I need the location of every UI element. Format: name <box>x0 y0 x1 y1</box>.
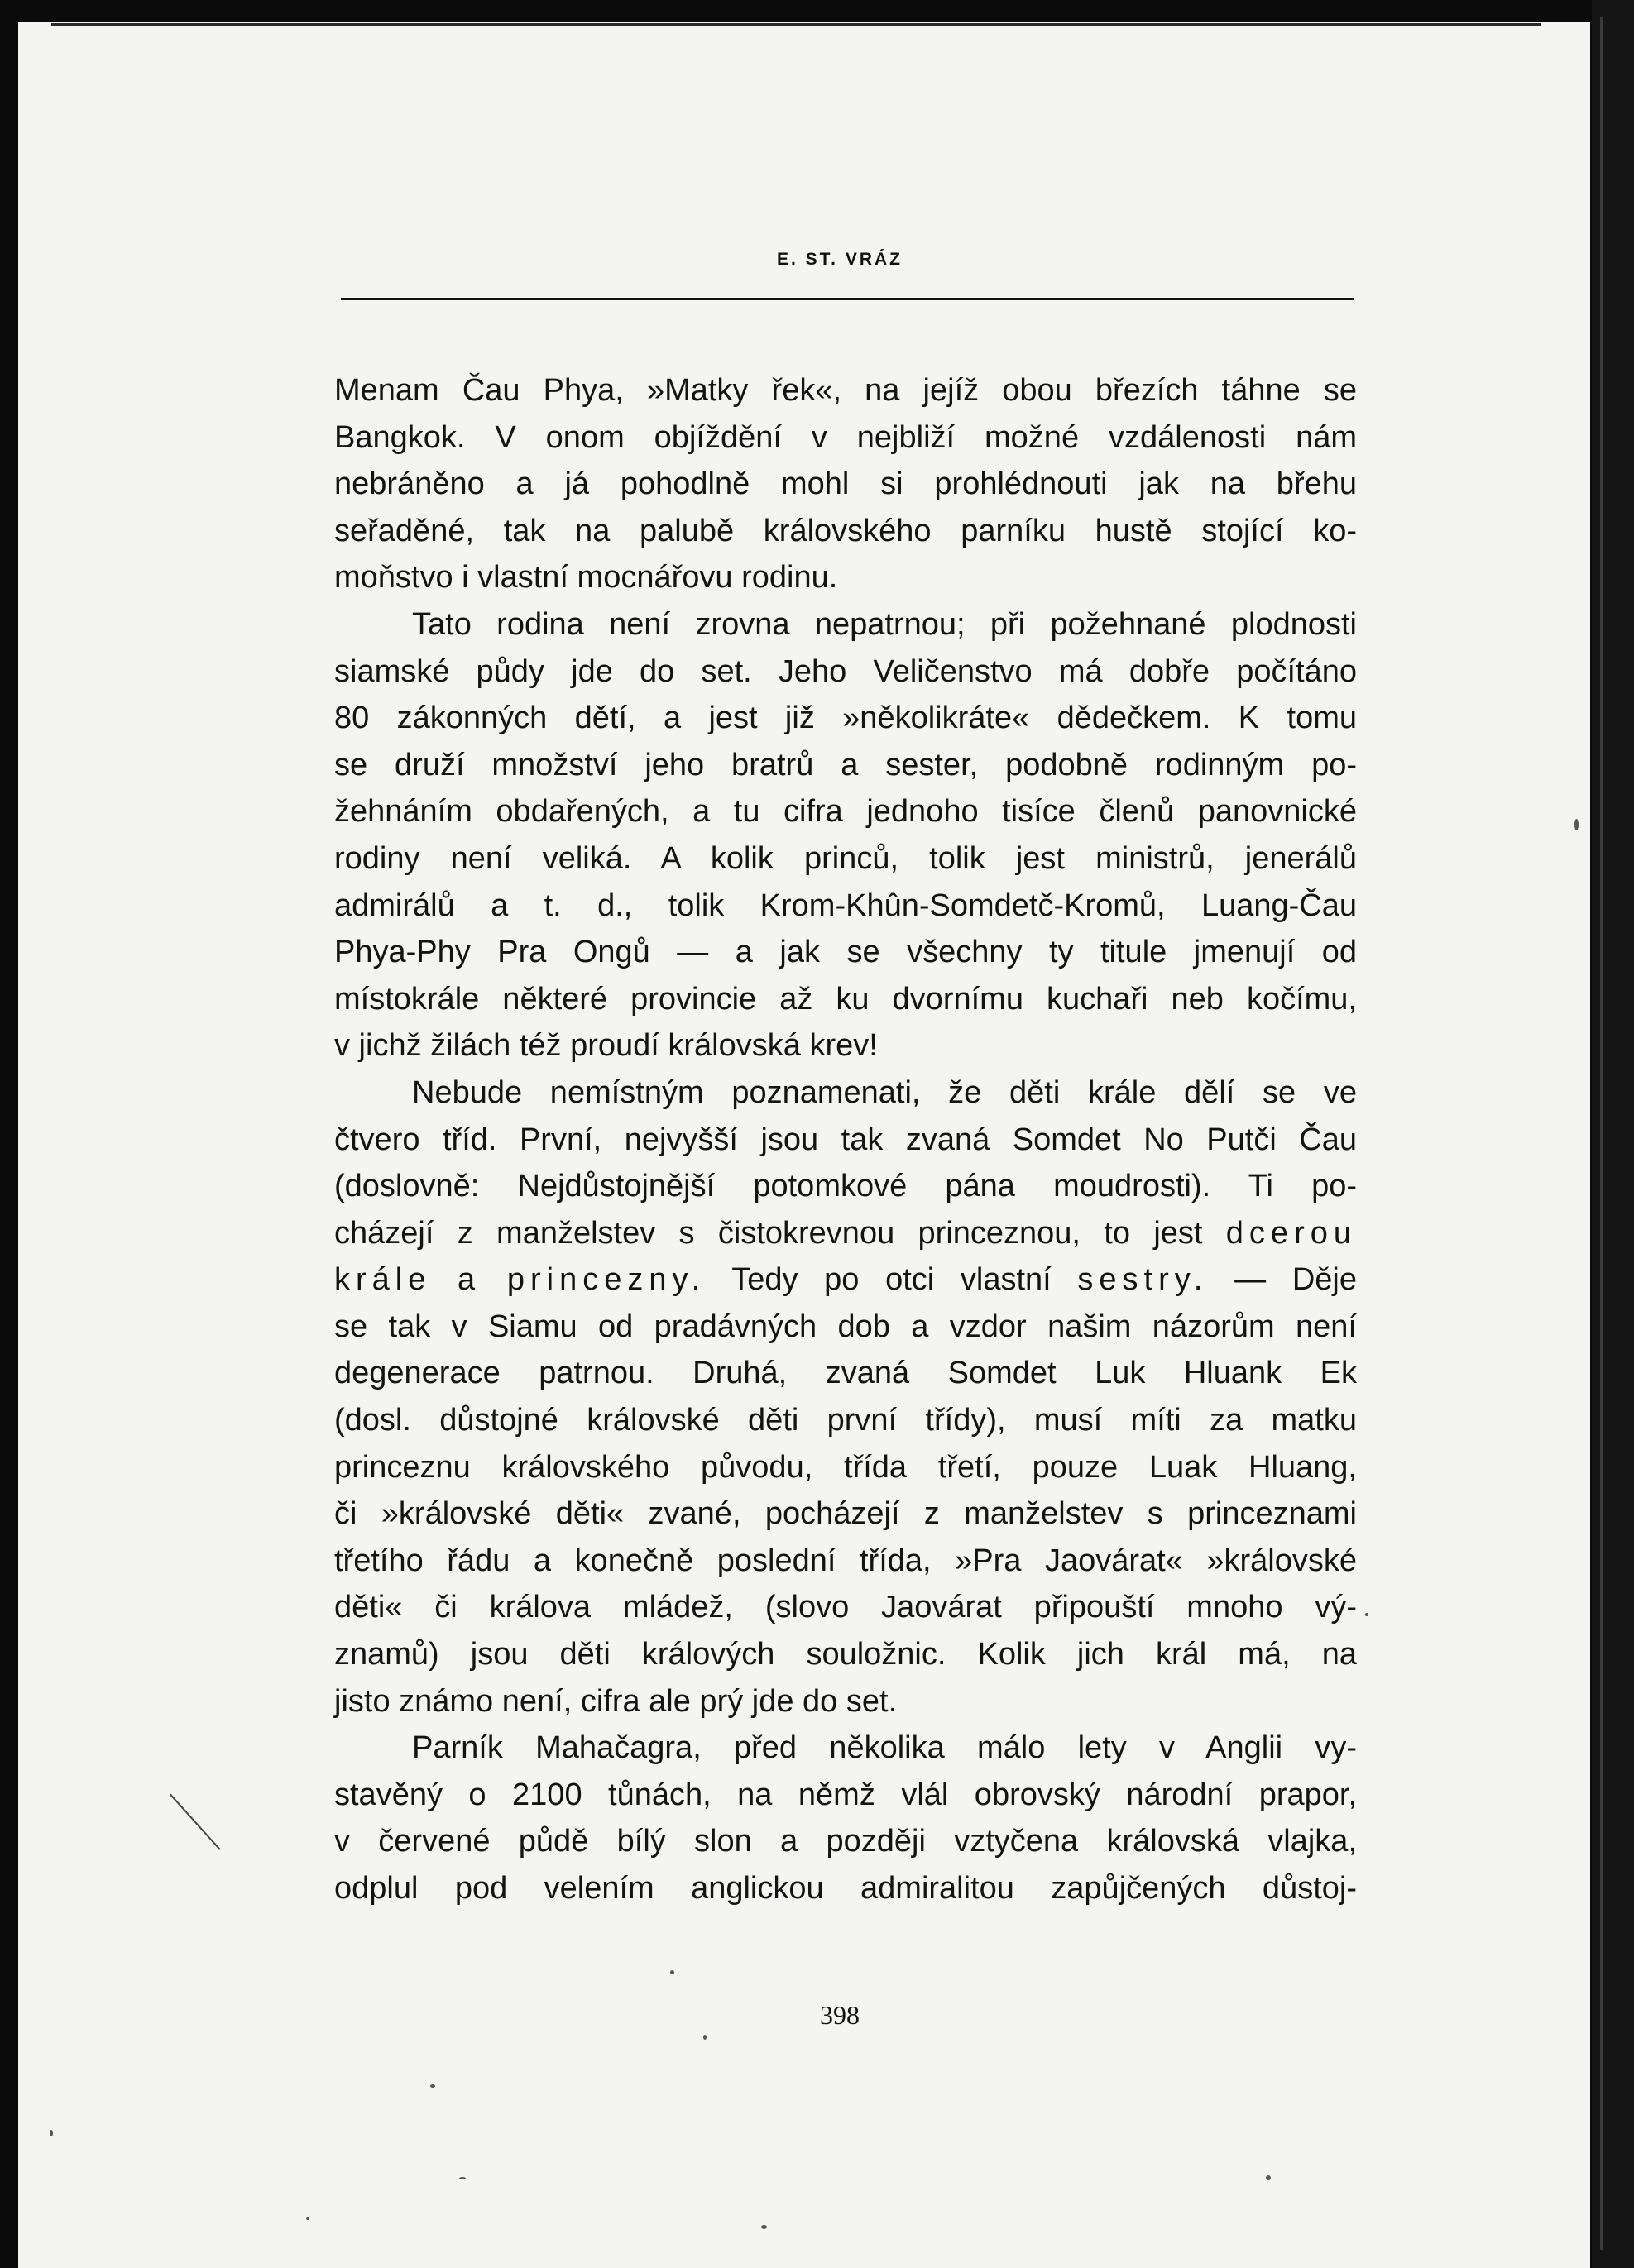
paragraph-2 <box>334 601 1357 1069</box>
header-rule <box>341 298 1354 300</box>
text-line: Bangkok. V onom objíždění v nejbliží možné vzdálenosti nám <box>334 419 1357 455</box>
text-line-mixed <box>334 1256 1357 1304</box>
text-line: jisto známo není, cifra ale prý jde do set. <box>334 1683 898 1719</box>
scan-speck <box>430 2084 435 2088</box>
text-line: místokrále některé provincie až ku dvornímu kuchaři neb kočímu, <box>334 981 1357 1017</box>
text-line: či »královské děti« zvané, pocházejí z manželstev s princeznami <box>334 1496 1357 1532</box>
page-number: 398 <box>820 2000 860 2030</box>
scan-speck <box>1574 819 1579 830</box>
text-line: Menam Čau Phya, »Matky řek«, na jejíž obou březích táhne se <box>334 373 1357 408</box>
spaced-emphasis: krále <box>334 1262 432 1298</box>
spaced-emphasis: dcerou <box>1225 1215 1357 1251</box>
text-line: (dosl. důstojné královské děti první třídy), musí míti za matku <box>334 1403 1357 1438</box>
scan-speck <box>459 2177 466 2179</box>
scan-speck <box>50 2130 53 2136</box>
spaced-emphasis: sestry. <box>1077 1262 1209 1298</box>
text-line: čtvero tříd. První, nejvyšší jsou tak zvaná Somdet No Putči Čau <box>334 1122 1357 1157</box>
scan-border <box>1592 0 1634 2268</box>
spaced-emphasis: princezny. <box>506 1262 707 1298</box>
scan-speck <box>1266 2175 1271 2180</box>
spaced-emphasis: a <box>458 1262 482 1298</box>
scan-speck <box>761 2225 767 2229</box>
text-line: princeznu královského původu, třída třetí, pouze Luak Hluang, <box>334 1449 1357 1485</box>
text-line: znamů) jsou děti králových souložnic. Kolik jich král má, na <box>334 1637 1357 1672</box>
text-fragment: Tedy po otci vlastní <box>731 1262 1052 1298</box>
scan-speck <box>703 2035 707 2040</box>
text-line: degenerace patrnou. Druhá, zvaná Somdet Luk Hluank Ek <box>334 1356 1357 1391</box>
text-line: seřaděné, tak na palubě královského parníku hustě stojící ko- <box>334 513 1357 548</box>
page-top-edge <box>51 23 1541 26</box>
text-line: v červené půdě bílý slon a později vztyčena královská vlajka, <box>334 1824 1357 1859</box>
text-line-mixed <box>334 1210 1357 1257</box>
text-line: odplul pod velením anglickou admiralitou zapůjčených důstoj- <box>334 1871 1357 1906</box>
text-line: (doslovně: Nejdůstojnější potomkové pána moudrosti). Ti po- <box>334 1169 1357 1204</box>
text-line: děti« či králova mládež, (slovo Jaovárat připouští mnoho vý- <box>334 1590 1357 1625</box>
text-line: Tato rodina není zrovna nepatrnou; při požehnané plodnosti <box>412 606 1357 642</box>
text-line: admirálů a t. d., tolik Krom-Khûn-Somdetč-Kromů, Luang-Čau <box>334 888 1357 923</box>
text-line: siamské půdy jde do set. Jeho Veličenstvo má dobře počítáno <box>334 653 1357 689</box>
running-head: E. ST. VRÁZ <box>776 250 903 269</box>
text-fragment: — Děje <box>1234 1262 1357 1298</box>
text-fragment: cházejí z manželstev s čistokrevnou princeznou, to jest <box>334 1215 1203 1251</box>
text-line: moňstvo i vlastní mocnářovu rodinu. <box>334 560 838 596</box>
paragraph-1 <box>334 367 1357 601</box>
text-line: stavěný o 2100 tůnách, na němž vlál obrovský národní prapor, <box>334 1777 1357 1812</box>
text-line: Phya-Phy Pra Ongů — a jak se všechny ty titule jmenují od <box>334 935 1357 970</box>
text-line: žehnáním obdařených, a tu cifra jednoho tisíce členů panovnické <box>334 794 1357 830</box>
text-line: v jichž žilách též proudí královská krev! <box>334 1028 878 1064</box>
scan-speck <box>1365 1613 1368 1616</box>
body-text <box>334 367 1357 1912</box>
text-line: třetího řádu a konečně poslední třída, »Pra Jaovárat« »královské <box>334 1543 1357 1578</box>
scan-speck <box>670 1970 674 1974</box>
text-line: rodiny není veliká. A kolik princů, tolik jest ministrů, jenerálů <box>334 840 1357 876</box>
facing-page-edge <box>1600 17 1603 2250</box>
text-line: nebráněno a já pohodlně mohl si prohlédnouti jak na břehu <box>334 467 1357 502</box>
text-line: se druží množství jeho bratrů a sester, podobně rodinným po- <box>334 747 1357 782</box>
text-line: Nebude nemístným poznamenati, že děti krále dělí se ve <box>412 1074 1357 1110</box>
paragraph-3 <box>334 1069 1357 1725</box>
text-line: 80 zákonných dětí, a jest již »několikráte« dědečkem. K tomu <box>334 701 1357 736</box>
scan-speck <box>306 2217 309 2220</box>
text-line: se tak v Siamu od pradávných dob a vzdor našim názorům není <box>334 1309 1357 1344</box>
paragraph-4 <box>334 1725 1357 1912</box>
text-line: Parník Mahačagra, před několika málo lety v Anglii vy- <box>412 1730 1357 1766</box>
